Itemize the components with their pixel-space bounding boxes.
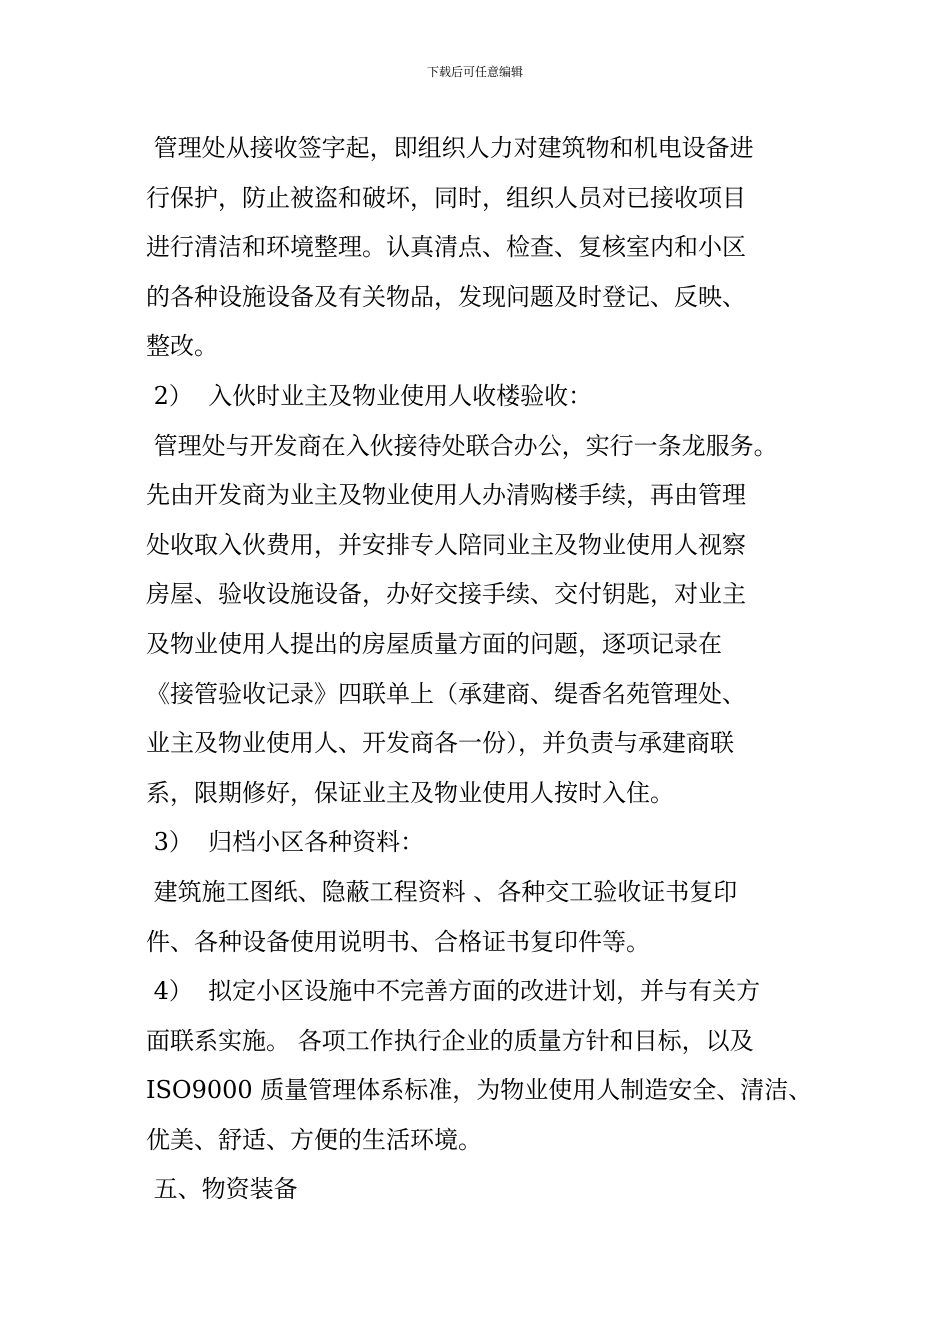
- paragraph-line: 房屋、验收设施设备，办好交接手续、交付钥匙，对业主: [146, 580, 746, 609]
- paragraph-line: 及物业使用人提出的房屋质量方面的问题，逐项记录在: [146, 629, 722, 658]
- list-item-heading: 4） 拟定小区设施中不完善方面的改进计划，并与有关方: [146, 977, 761, 1006]
- page-header-note: 下载后可任意编辑: [426, 65, 523, 79]
- paragraph-line: 进行清洁和环境整理。认真清点、检查、复核室内和小区: [146, 233, 746, 262]
- paragraph-line: 面联系实施。 各项工作执行企业的质量方针和目标，以及: [146, 1026, 754, 1055]
- paragraph-line: 行保护，防止被盗和破坏，同时，组织人员对已接收项目: [146, 183, 746, 212]
- document-body: [146, 124, 836, 1215]
- paragraph-line: 系，限期修好，保证业主及物业使用人按时入住。: [146, 778, 674, 807]
- paragraph-line: 件、各种设备使用说明书、合格证书复印件等。: [146, 927, 650, 956]
- section-heading: 五、物资装备: [146, 1175, 298, 1204]
- paragraph-line: 管理处与开发商在入伙接待处联合办公，实行一条龙服务。: [146, 431, 778, 460]
- paragraph-line: 的各种设施设备及有关物品，发现问题及时登记、反映、: [146, 282, 746, 311]
- paragraph-line: ISO9000 质量管理体系标准，为物业使用人制造安全、清洁、: [146, 1076, 813, 1105]
- paragraph-line: 处收取入伙费用，并安排专人陪同业主及物业使用人视察: [146, 530, 746, 559]
- paragraph-line: 建筑施工图纸、隐蔽工程资料 、各种交工验收证书复印: [146, 877, 738, 906]
- paragraph-line: 优美、舒适、方便的生活环境。: [146, 1125, 482, 1154]
- paragraph-line: 业主及物业使用人、开发商各一份），并负责与承建商联: [146, 729, 734, 758]
- paragraph-line: 《接管验收记录》四联单上（承建商、缇香名苑管理处、: [146, 679, 746, 708]
- paragraph-line: 整改。: [146, 332, 218, 361]
- paragraph-line: 管理处从接收签字起，即组织人力对建筑物和机电设备进: [146, 134, 754, 162]
- list-item-heading: 2） 入伙时业主及物业使用人收楼验收：: [146, 381, 593, 410]
- paragraph-line: 先由开发商为业主及物业使用人办清购楼手续，再由管理: [146, 481, 746, 510]
- list-item-heading: 3） 归档小区各种资料：: [146, 828, 425, 857]
